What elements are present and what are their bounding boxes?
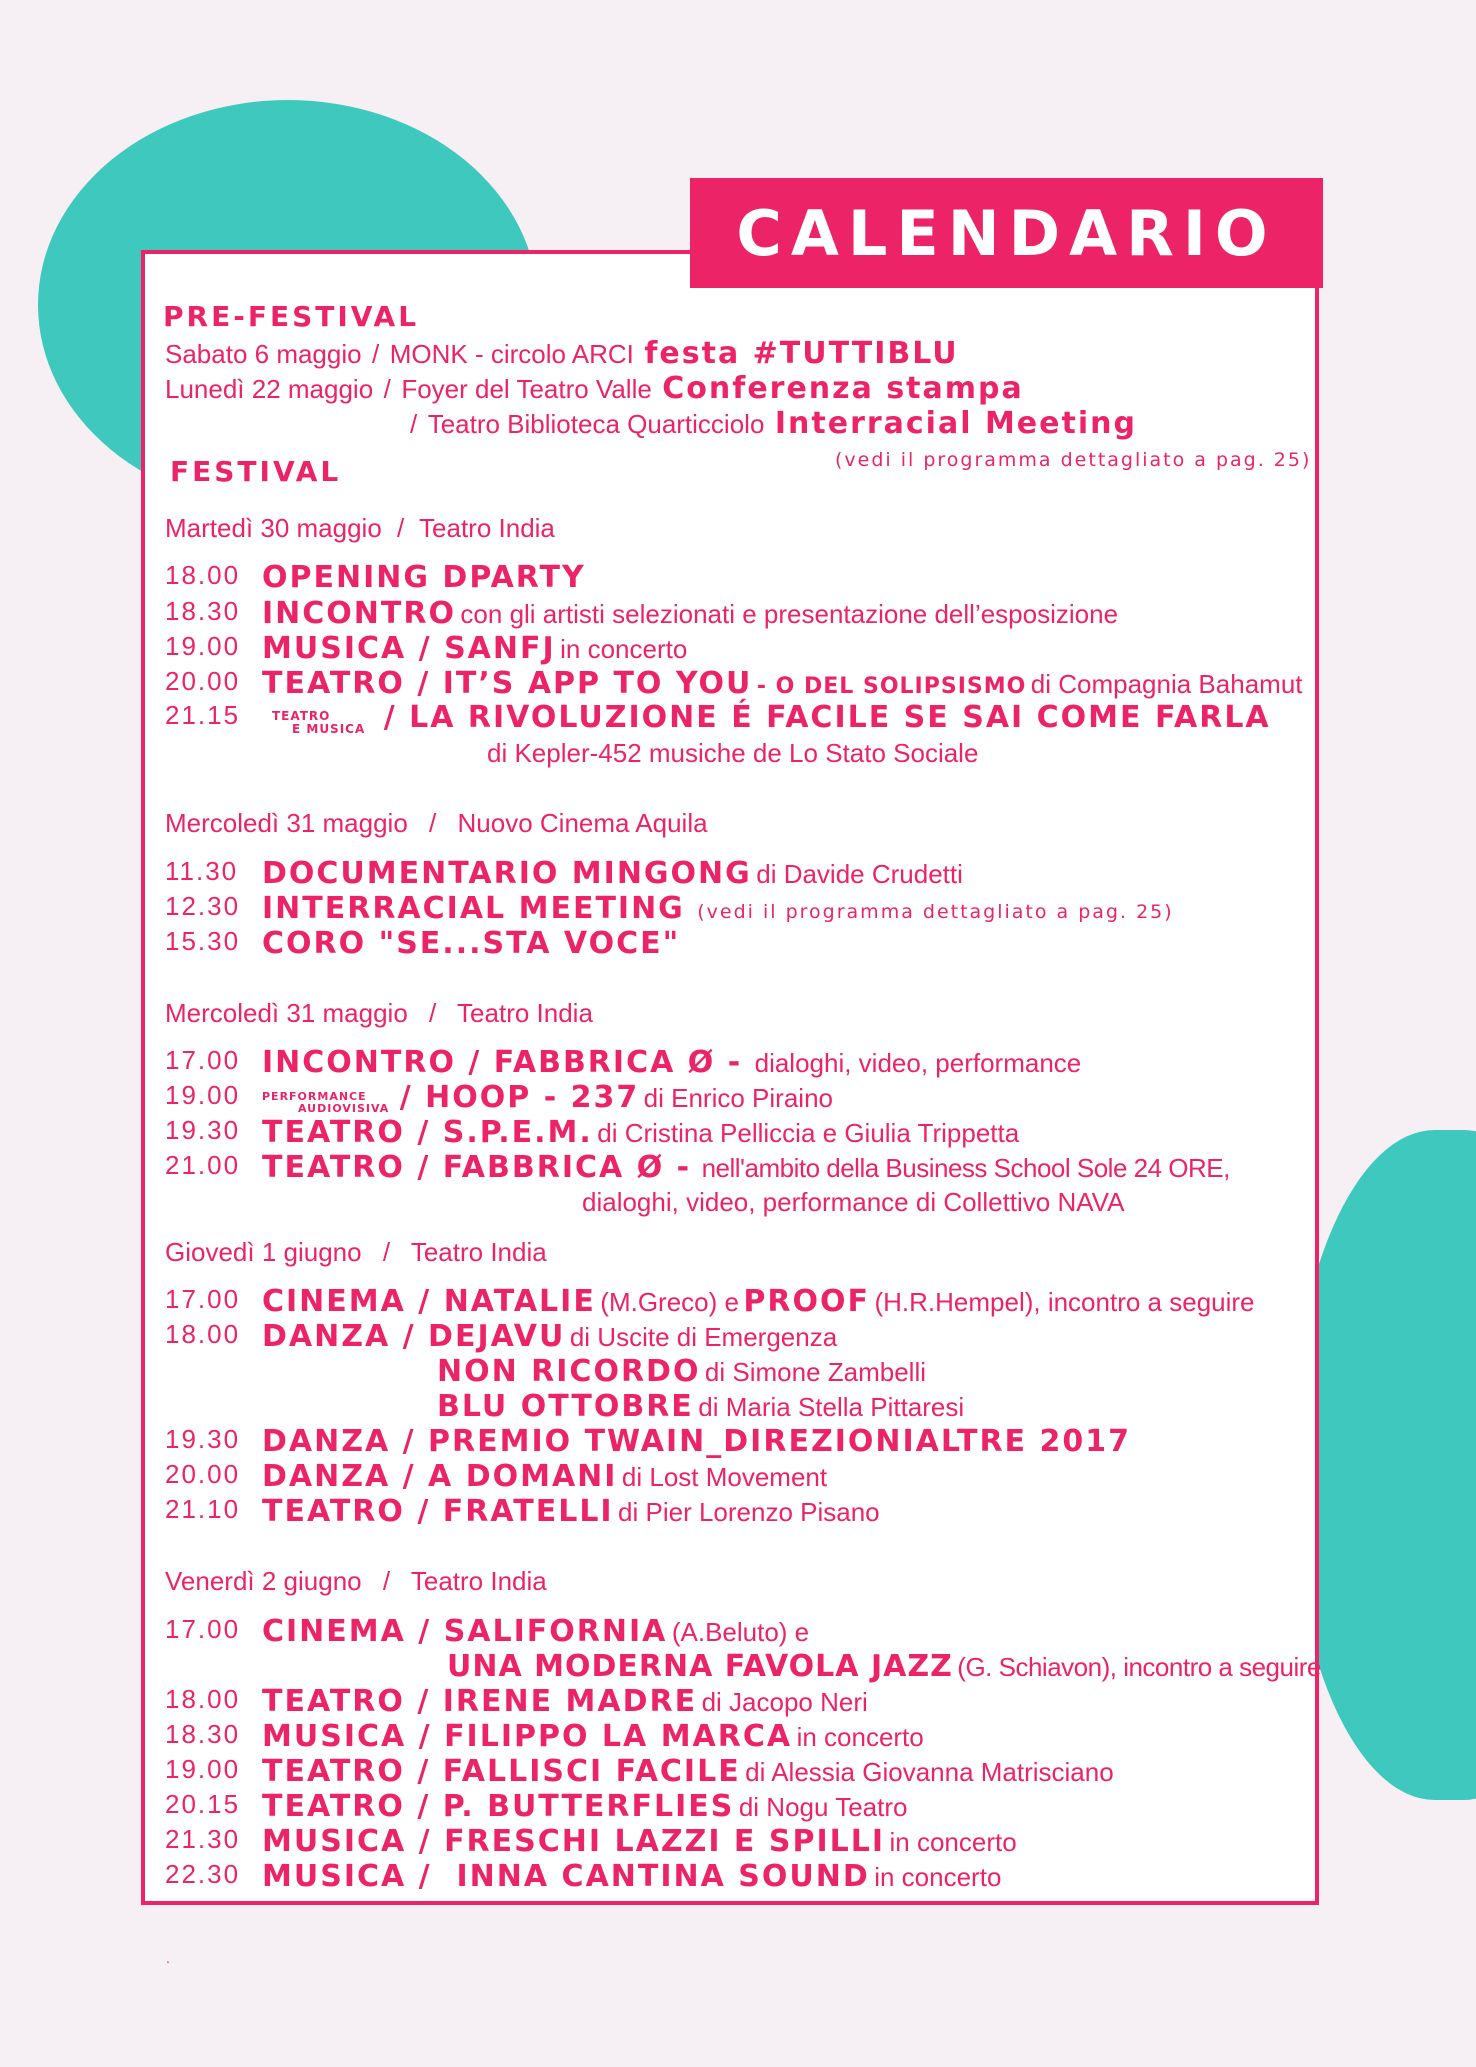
event-desc: di Simone Zambelli bbox=[704, 1357, 926, 1387]
event-body bbox=[262, 666, 1303, 701]
place: MONK - circolo ARCI bbox=[389, 339, 634, 369]
event-time: 18.30 bbox=[165, 596, 241, 626]
event-time: 21.10 bbox=[165, 1494, 241, 1524]
event-time: 15.30 bbox=[165, 926, 241, 956]
event-body bbox=[262, 1459, 827, 1494]
event-time: 19.00 bbox=[165, 631, 241, 661]
event-body bbox=[262, 1424, 1131, 1459]
event-row bbox=[447, 1649, 1321, 1684]
event-category bbox=[272, 710, 365, 736]
event-time: 20.00 bbox=[165, 666, 241, 696]
venue: Teatro India bbox=[457, 998, 593, 1028]
event-title: DANZA / PREMIO TWAIN_DIREZIONIALTRE 2017 bbox=[262, 1424, 1131, 1459]
event-title: TEATRO / S.P.E.M. bbox=[262, 1115, 593, 1150]
event-body bbox=[262, 560, 586, 595]
event-title: CINEMA / SALIFORNIA bbox=[262, 1614, 668, 1649]
prefestival-row bbox=[165, 371, 1024, 406]
event-title: / HOOP - 237 bbox=[399, 1080, 640, 1115]
event-body bbox=[272, 700, 1271, 736]
separator: / bbox=[372, 339, 380, 369]
event-body bbox=[262, 1284, 1255, 1319]
event-time: 22.30 bbox=[165, 1859, 241, 1889]
event-desc: di Kepler-452 musiche de Lo Stato Sociale bbox=[487, 738, 979, 768]
event-desc: di Cristina Pelliccia e Giulia Trippetta bbox=[597, 1118, 1020, 1148]
venue: Teatro India bbox=[410, 1566, 547, 1596]
event-title: PROOF bbox=[743, 1284, 871, 1319]
event-body bbox=[262, 1494, 880, 1529]
place: Foyer del Teatro Valle bbox=[401, 374, 652, 404]
event-time: 12.30 bbox=[165, 891, 241, 921]
event-title: MUSICA / SANFJ bbox=[262, 631, 556, 666]
date: Lunedì 22 maggio bbox=[165, 374, 374, 404]
day-header bbox=[165, 1566, 547, 1597]
prefestival-heading: PRE-FESTIVAL bbox=[163, 300, 420, 333]
separator: / bbox=[410, 409, 418, 439]
event-desc: di Nogu Teatro bbox=[738, 1792, 908, 1822]
separator: / bbox=[429, 808, 437, 838]
event-time: 18.00 bbox=[165, 1319, 241, 1349]
venue: Teatro India bbox=[419, 513, 555, 543]
event-time: 18.00 bbox=[165, 1684, 241, 1714]
event-body bbox=[262, 1754, 1114, 1789]
separator: / bbox=[382, 1566, 391, 1596]
event-body bbox=[262, 1045, 1081, 1080]
event-title: CORO "SE...STA VOCE" bbox=[262, 926, 681, 961]
event-time: 21.15 bbox=[165, 700, 241, 730]
event-desc: di Lost Movement bbox=[621, 1462, 828, 1492]
event-desc: di Uscite di Emergenza bbox=[569, 1322, 838, 1352]
event-desc: di Pier Lorenzo Pisano bbox=[618, 1497, 880, 1527]
event-title: UNA MODERNA FAVOLA JAZZ bbox=[447, 1649, 953, 1684]
event-subtitle: - O DEL SOLIPSISMO bbox=[756, 674, 1027, 699]
event-title: MUSICA / INNA CANTINA SOUND bbox=[262, 1859, 870, 1894]
event-title: TEATRO / IT’S APP TO YOU bbox=[262, 666, 753, 701]
program-note: (vedi il programma dettagliato a pag. 25) bbox=[835, 449, 1312, 471]
day-date: Mercoledì 31 maggio bbox=[165, 808, 408, 838]
event-desc: di Compagnia Bahamut bbox=[1030, 669, 1303, 699]
separator: / bbox=[382, 1237, 391, 1267]
day-date: Mercoledì 31 maggio bbox=[165, 998, 408, 1028]
event-desc: (H.R.Hempel), incontro a seguire bbox=[874, 1287, 1255, 1317]
venue: Nuovo Cinema Aquila bbox=[457, 808, 708, 838]
event-body bbox=[262, 891, 1174, 926]
event-time: 20.15 bbox=[165, 1789, 241, 1819]
separator: / bbox=[429, 998, 437, 1028]
event-desc: (G. Schiavon), incontro a seguire bbox=[957, 1652, 1321, 1682]
event-time: 19.00 bbox=[165, 1080, 241, 1110]
event-row bbox=[437, 1389, 964, 1424]
event-title: NON RICORDO bbox=[437, 1354, 701, 1389]
event-title: TEATRO / IRENE MADRE bbox=[262, 1684, 698, 1719]
event-title: Conferenza stampa bbox=[662, 371, 1024, 406]
day-header bbox=[165, 513, 555, 544]
event-desc: nell'ambito della Business School Sole 24 ORE, bbox=[701, 1153, 1230, 1183]
event-desc: dialoghi, video, performance bbox=[754, 1048, 1082, 1078]
event-title: DOCUMENTARIO MINGONG bbox=[262, 856, 752, 891]
event-time: 17.00 bbox=[165, 1045, 241, 1075]
event-desc: di Davide Crudetti bbox=[756, 859, 963, 889]
event-desc: con gli artisti selezionati e presentazione dell’esposizione bbox=[460, 599, 1119, 629]
event-title: TEATRO / FABBRICA Ø - bbox=[262, 1150, 692, 1185]
event-desc: di Jacopo Neri bbox=[701, 1687, 868, 1717]
event-body bbox=[262, 926, 680, 961]
event-time: 19.30 bbox=[165, 1424, 241, 1454]
event-title: TEATRO / P. BUTTERFLIES bbox=[262, 1789, 735, 1824]
day-header bbox=[165, 1237, 547, 1268]
date: Sabato 6 maggio bbox=[165, 339, 362, 369]
event-desc: di Alessia Giovanna Matrisciano bbox=[745, 1757, 1114, 1787]
event-desc: in concerto bbox=[889, 1827, 1017, 1857]
place: Teatro Biblioteca Quarticciolo bbox=[427, 409, 765, 439]
festival-heading: FESTIVAL bbox=[170, 455, 342, 488]
event-body bbox=[262, 1719, 924, 1754]
event-title: DANZA / DEJAVU bbox=[262, 1319, 566, 1354]
event-title: / LA RIVOLUZIONE É FACILE SE SAI COME FARLA bbox=[383, 700, 1271, 735]
event-time: 20.00 bbox=[165, 1459, 241, 1489]
event-time: 17.00 bbox=[165, 1614, 241, 1644]
event-desc: di Maria Stella Pittaresi bbox=[698, 1392, 965, 1422]
category-line: E MUSICA bbox=[292, 721, 366, 736]
event-body bbox=[262, 596, 1118, 631]
event-time: 17.00 bbox=[165, 1284, 241, 1314]
prefestival-row bbox=[410, 406, 1137, 441]
event-category bbox=[262, 1091, 389, 1115]
event-title: festa #TUTTIBLU bbox=[644, 336, 959, 371]
page-title: CALENDARIO bbox=[736, 196, 1277, 270]
event-body bbox=[262, 856, 963, 891]
event-title: OPENING DPARTY bbox=[262, 560, 586, 595]
event-title: INCONTRO / FABBRICA Ø - bbox=[262, 1045, 743, 1080]
event-time: 11.30 bbox=[165, 856, 239, 886]
event-title: INCONTRO bbox=[262, 596, 456, 631]
event-title: TEATRO / FRATELLI bbox=[262, 1494, 614, 1529]
event-time: 18.30 bbox=[165, 1719, 241, 1749]
event-title: BLU OTTOBRE bbox=[437, 1389, 694, 1424]
event-body bbox=[262, 631, 687, 666]
day-date: Giovedì 1 giugno bbox=[165, 1237, 362, 1267]
event-body bbox=[262, 1614, 809, 1649]
event-body bbox=[262, 1319, 837, 1354]
event-time: 18.00 bbox=[165, 560, 241, 590]
event-desc: in concerto bbox=[874, 1862, 1002, 1892]
event-time: 21.00 bbox=[165, 1150, 241, 1180]
event-body bbox=[262, 1080, 833, 1115]
event-body bbox=[262, 1684, 868, 1719]
category-line: AUDIOVISIVA bbox=[298, 1101, 390, 1115]
day-header bbox=[165, 808, 708, 839]
event-title: MUSICA / FILIPPO LA MARCA bbox=[262, 1719, 793, 1754]
event-desc: in concerto bbox=[560, 634, 688, 664]
event-title: TEATRO / FALLISCI FACILE bbox=[262, 1754, 741, 1789]
prefestival-row bbox=[165, 336, 959, 371]
category-line: TEATRO bbox=[272, 708, 331, 723]
category-line: PERFORMANCE bbox=[262, 1089, 367, 1103]
event-title: MUSICA / FRESCHI LAZZI E SPILLI bbox=[262, 1824, 886, 1859]
event-body bbox=[262, 1824, 1017, 1859]
event-time: 19.30 bbox=[165, 1115, 241, 1145]
program-note: (vedi il programma dettagliato a pag. 25) bbox=[697, 901, 1174, 923]
event-body bbox=[262, 1150, 1230, 1185]
footer-mark: . bbox=[166, 1950, 170, 1966]
event-time: 19.00 bbox=[165, 1754, 241, 1784]
event-desc: dialoghi, video, performance di Collettivo NAVA bbox=[582, 1187, 1125, 1217]
event-title: DANZA / A DOMANI bbox=[262, 1459, 618, 1494]
event-desc: in concerto bbox=[796, 1722, 924, 1752]
day-date: Venerdì 2 giugno bbox=[165, 1566, 362, 1596]
event-body bbox=[262, 1789, 907, 1824]
separator: / bbox=[397, 513, 405, 543]
day-header bbox=[165, 998, 593, 1029]
event-title: CINEMA / NATALIE bbox=[262, 1284, 596, 1319]
event-title: INTERRACIAL MEETING bbox=[262, 891, 685, 926]
event-desc: (A.Beluto) e bbox=[671, 1617, 810, 1647]
event-desc: di Enrico Piraino bbox=[643, 1083, 833, 1113]
event-desc: (M.Greco) e bbox=[600, 1287, 739, 1317]
day-date: Martedì 30 maggio bbox=[165, 513, 382, 543]
title-banner bbox=[690, 178, 1323, 288]
separator: / bbox=[383, 374, 391, 404]
event-time: 21.30 bbox=[165, 1824, 241, 1854]
venue: Teatro India bbox=[410, 1237, 547, 1267]
event-body bbox=[262, 1859, 1001, 1894]
event-title: Interracial Meeting bbox=[774, 406, 1137, 441]
event-body bbox=[262, 1115, 1019, 1150]
event-row bbox=[437, 1354, 926, 1389]
